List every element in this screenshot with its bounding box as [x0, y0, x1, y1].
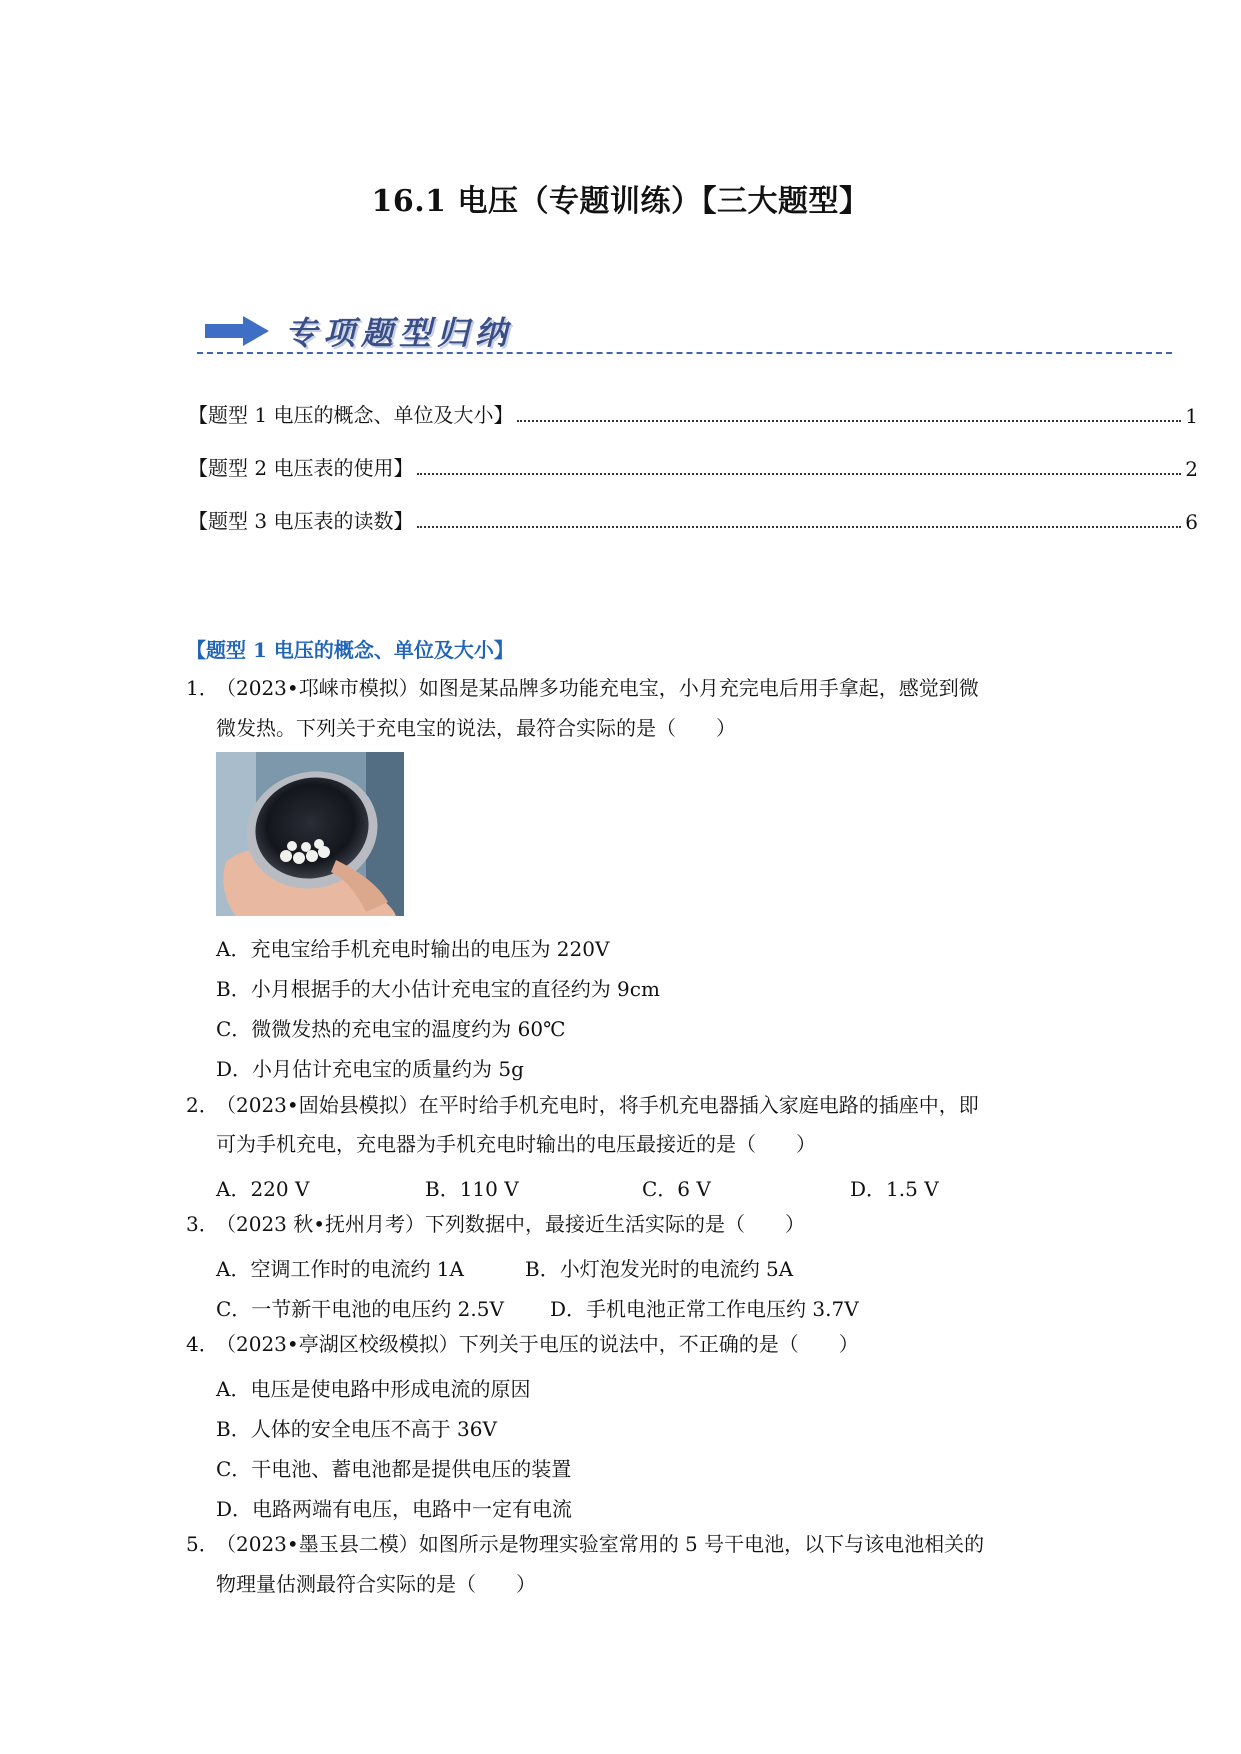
- answer-option: C．干电池、蓄电池都是提供电压的装置: [216, 1457, 572, 1481]
- answer-option: D．1.5 V: [850, 1177, 939, 1201]
- question-text: （2023•墨玉县二模）如图所示是物理实验室常用的 5 号干电池，以下与该电池相关的: [216, 1532, 985, 1556]
- question-text: （2023•固始县模拟）在平时给手机充电时，将手机充电器插入家庭电路的插座中，即: [216, 1093, 979, 1117]
- toc-leader: [417, 472, 1181, 475]
- question-number: 4．: [186, 1332, 219, 1356]
- answer-option: A．空调工作时的电流约 1A: [216, 1257, 464, 1281]
- answer-option: B．小月根据手的大小估计充电宝的直径约为 9cm: [216, 977, 660, 1001]
- answer-option: A．220 V: [216, 1177, 310, 1201]
- toc-label: 【题型 3 电压表的读数】: [188, 509, 414, 533]
- answer-option: D．手机电池正常工作电压约 3.7V: [550, 1297, 859, 1321]
- banner-title: 专项题型归纳: [285, 314, 514, 352]
- toc-page-number: 1: [1185, 404, 1198, 428]
- question-text: （2023•邛崃市模拟）如图是某品牌多功能充电宝，小月充完电后用手拿起，感觉到微: [216, 676, 979, 700]
- question-text: （2023•亭湖区校级模拟）下列关于电压的说法中，不正确的是（ ）: [216, 1332, 859, 1356]
- answer-option: D．小月估计充电宝的质量约为 5g: [216, 1057, 524, 1081]
- toc-item[interactable]: [188, 398, 1198, 428]
- question-number: 2．: [186, 1093, 219, 1117]
- answer-option: B．小灯泡发光时的电流约 5A: [525, 1257, 794, 1281]
- toc-page-number: 6: [1185, 510, 1198, 534]
- toc-label: 【题型 1 电压的概念、单位及大小】: [188, 403, 514, 427]
- answer-option: A．电压是使电路中形成电流的原因: [216, 1377, 531, 1401]
- question-text: 物理量估测最符合实际的是（ ）: [216, 1572, 536, 1596]
- answer-option: D．电路两端有电压，电路中一定有电流: [216, 1497, 573, 1521]
- banner-divider: [197, 352, 1172, 354]
- answer-option: C．一节新干电池的电压约 2.5V: [216, 1297, 504, 1321]
- power-bank-photo: [216, 752, 404, 916]
- answer-option: C．微微发热的充电宝的温度约为 60℃: [216, 1017, 566, 1041]
- section-banner: [205, 308, 1155, 358]
- toc-item[interactable]: [188, 504, 1198, 534]
- question-text: 可为手机充电，充电器为手机充电时输出的电压最接近的是（ ）: [216, 1132, 816, 1156]
- question-text: （2023 秋•抚州月考）下列数据中，最接近生活实际的是（ ）: [216, 1212, 806, 1236]
- answer-option: B．110 V: [425, 1177, 519, 1201]
- answer-option: A．充电宝给手机充电时输出的电压为 220V: [216, 937, 610, 961]
- arrow-right-icon: [205, 316, 269, 346]
- toc-item[interactable]: [188, 451, 1198, 481]
- question-number: 5．: [186, 1532, 219, 1556]
- question-number: 3．: [186, 1212, 219, 1236]
- section-heading: 【题型 1 电压的概念、单位及大小】: [186, 638, 514, 662]
- answer-option: B．人体的安全电压不高于 36V: [216, 1417, 497, 1441]
- toc-page-number: 2: [1185, 457, 1198, 481]
- power-bank-image: [216, 752, 404, 916]
- page-title: 16.1 电压（专题训练）【三大题型】: [371, 184, 870, 219]
- answer-option: C．6 V: [642, 1177, 711, 1201]
- toc-label: 【题型 2 电压表的使用】: [188, 456, 414, 480]
- question-text: 微发热。下列关于充电宝的说法，最符合实际的是（ ）: [216, 716, 736, 740]
- toc-leader: [517, 419, 1181, 422]
- toc-leader: [417, 525, 1181, 528]
- question-number: 1．: [186, 676, 219, 700]
